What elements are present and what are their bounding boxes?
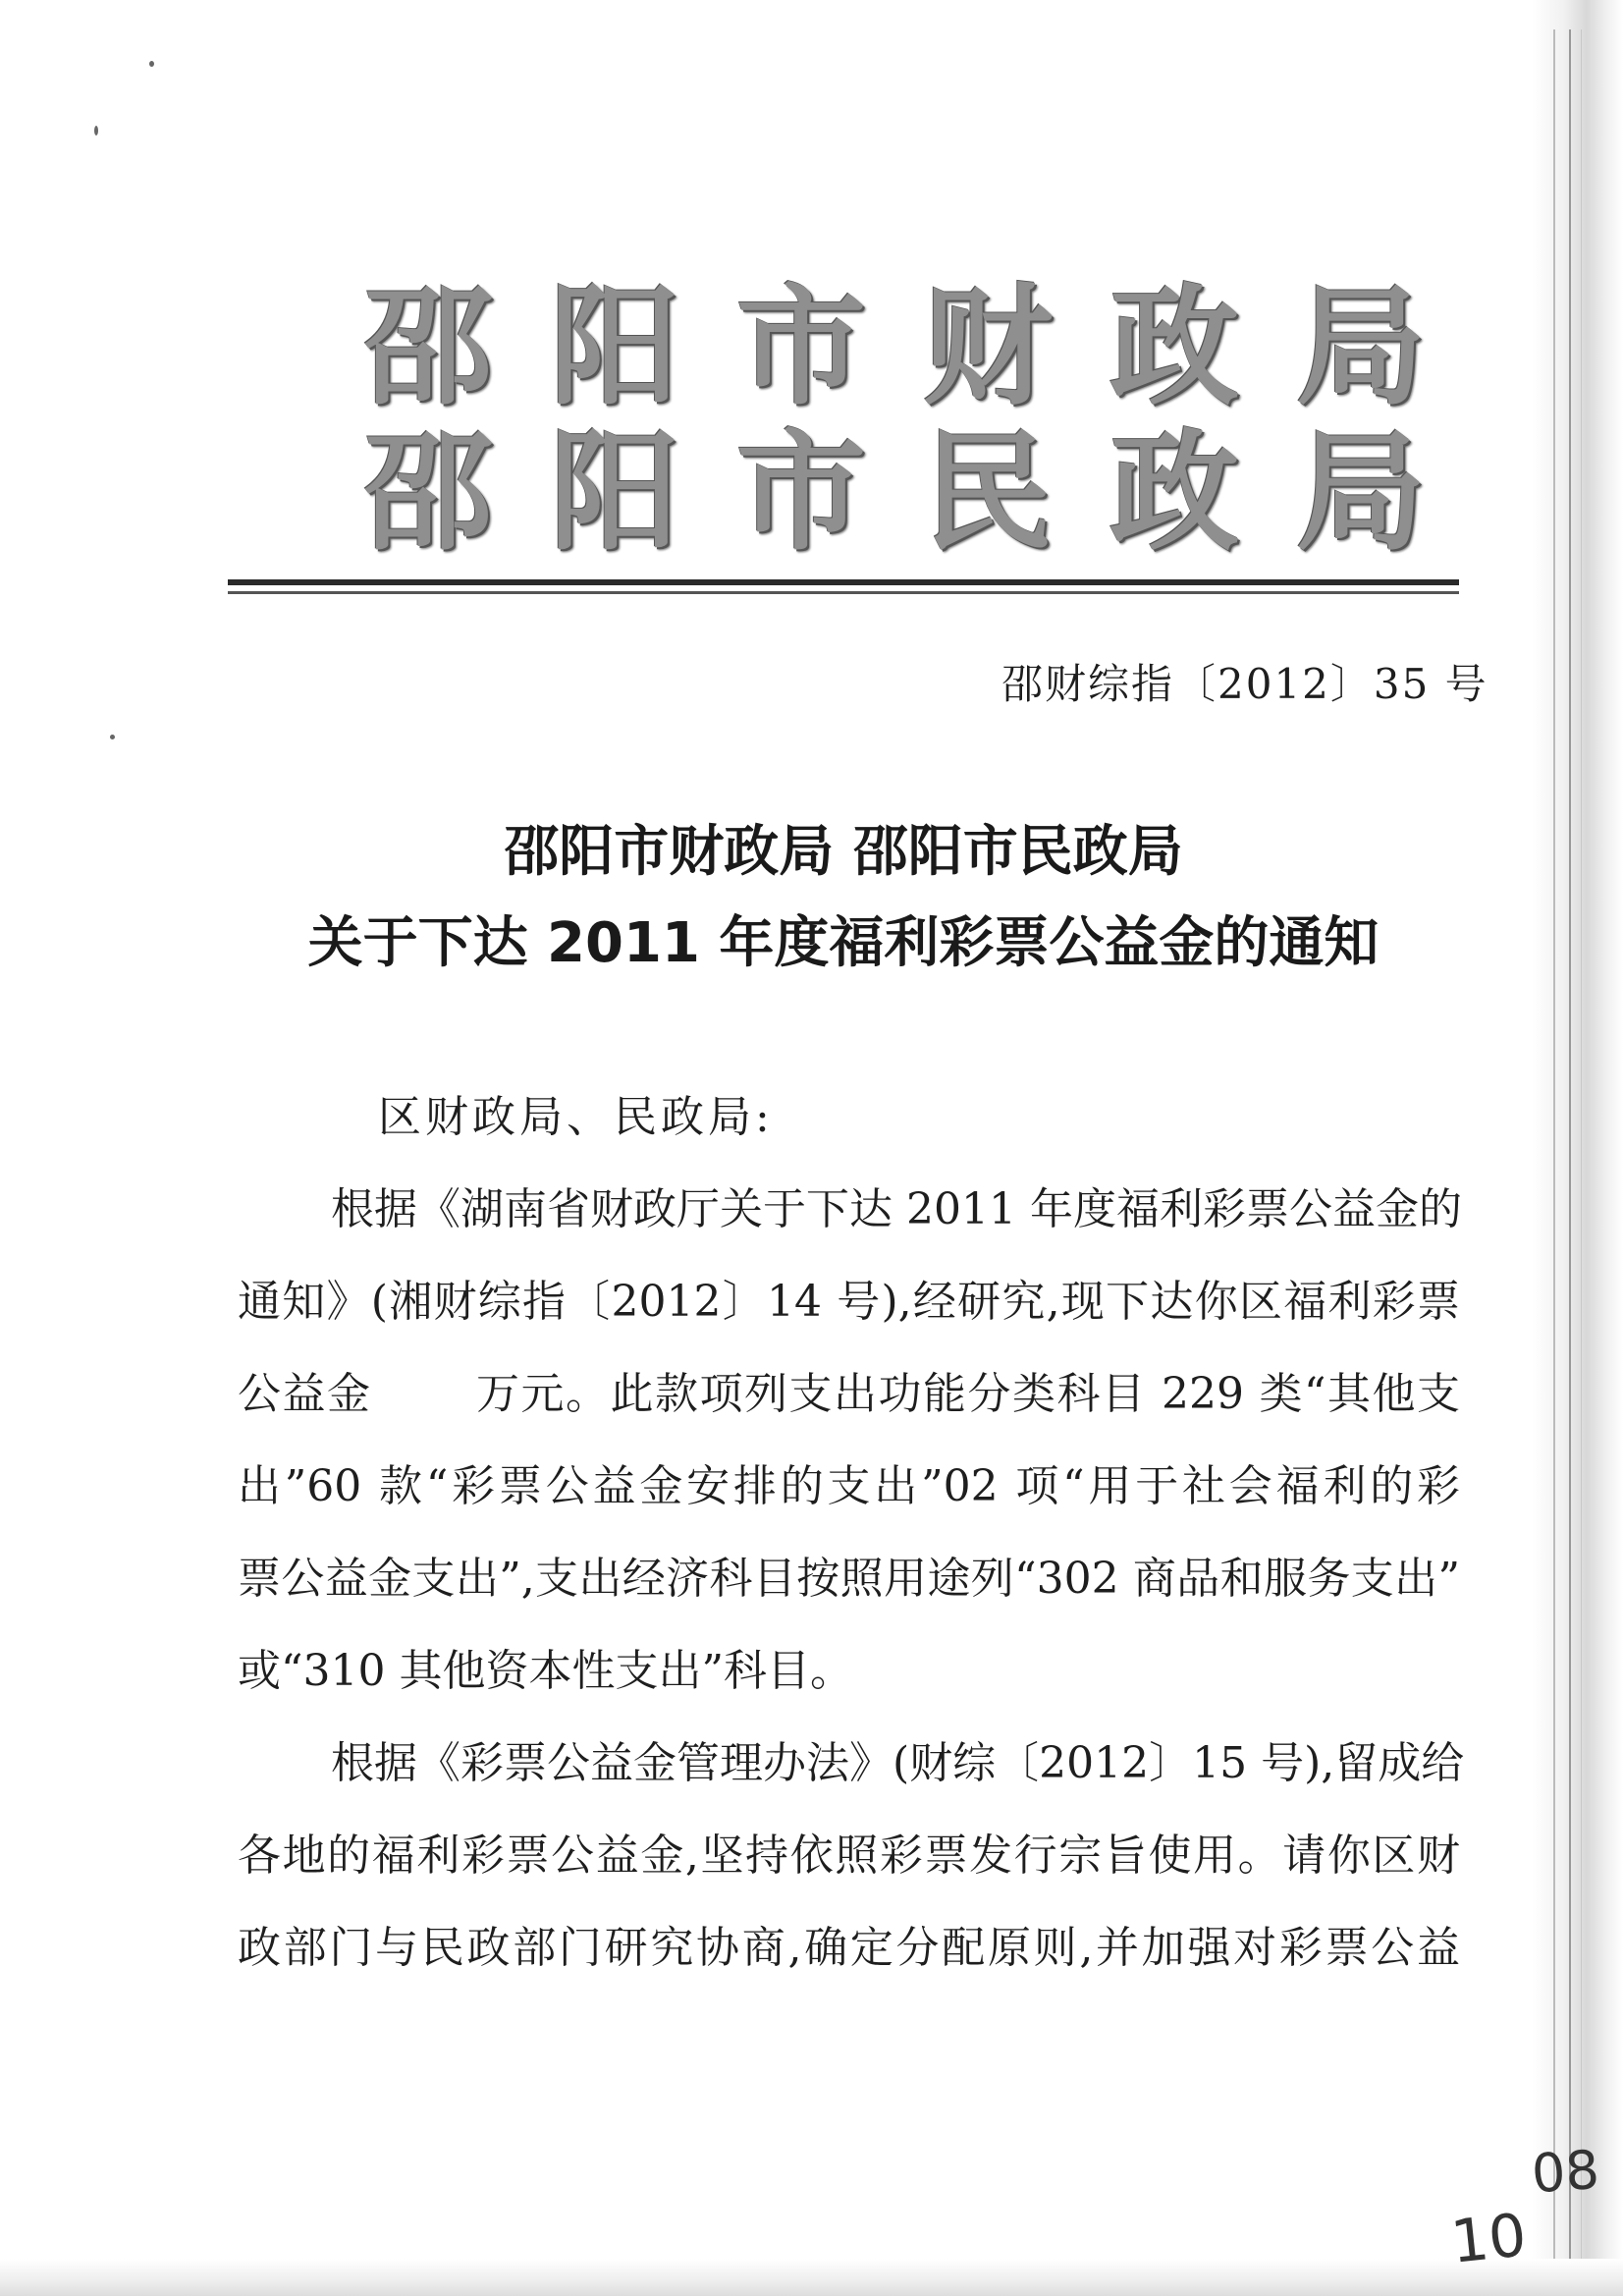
header-rule-thin (228, 591, 1459, 594)
handwritten-page-mark: 08 (1529, 2138, 1601, 2206)
addressee: 区财政局、民政局: (378, 1092, 774, 1142)
handwritten-page-mark: 10 (1447, 2201, 1530, 2277)
body-line: 公益金 万元。此款项列支出功能分类科目 229 类“其他支 (238, 1369, 1460, 1419)
scan-speck (149, 61, 154, 67)
body-line: 通知》(湘财综指〔2012〕14 号),经研究,现下达你区福利彩票 (238, 1277, 1460, 1327)
letterhead-finance-bureau: 邵阳市财政局 (363, 271, 1483, 423)
scan-edge-shadow (1529, 0, 1623, 2296)
body-line: 票公益金支出”,支出经济科目按照用途列“302 商品和服务支出” (238, 1554, 1460, 1604)
scan-edge-line (1581, 29, 1582, 2288)
body-line: 政部门与民政部门研究协商,确定分配原则,并加强对彩票公益 (238, 1923, 1460, 1973)
scan-edge-line (1569, 29, 1571, 2288)
header-rule-thick (228, 579, 1459, 585)
scan-speck (94, 126, 98, 136)
title-line-2: 关于下达 2011 年度福利彩票公益金的通知 (307, 911, 1380, 975)
scan-speck (110, 735, 115, 739)
document-number: 邵财综指〔2012〕35 号 (1001, 660, 1488, 708)
body-line: 根据《彩票公益金管理办法》(财综〔2012〕15 号),留成给 (331, 1738, 1465, 1788)
title-line-1: 邵阳市财政局 邵阳市民政局 (504, 820, 1183, 884)
scan-bottom-edge (0, 2259, 1623, 2296)
body-line: 根据《湖南省财政厅关于下达 2011 年度福利彩票公益金的 (331, 1184, 1462, 1234)
scan-edge-line (1553, 29, 1555, 2288)
body-line: 或“310 其他资本性支出”科目。 (238, 1646, 853, 1696)
letterhead-civil-affairs-bureau: 邵阳市民政局 (363, 416, 1483, 569)
body-line: 出”60 款“彩票公益金安排的支出”02 项“用于社会福利的彩 (238, 1461, 1460, 1511)
body-line: 各地的福利彩票公益金,坚持依照彩票发行宗旨使用。请你区财 (238, 1831, 1460, 1881)
